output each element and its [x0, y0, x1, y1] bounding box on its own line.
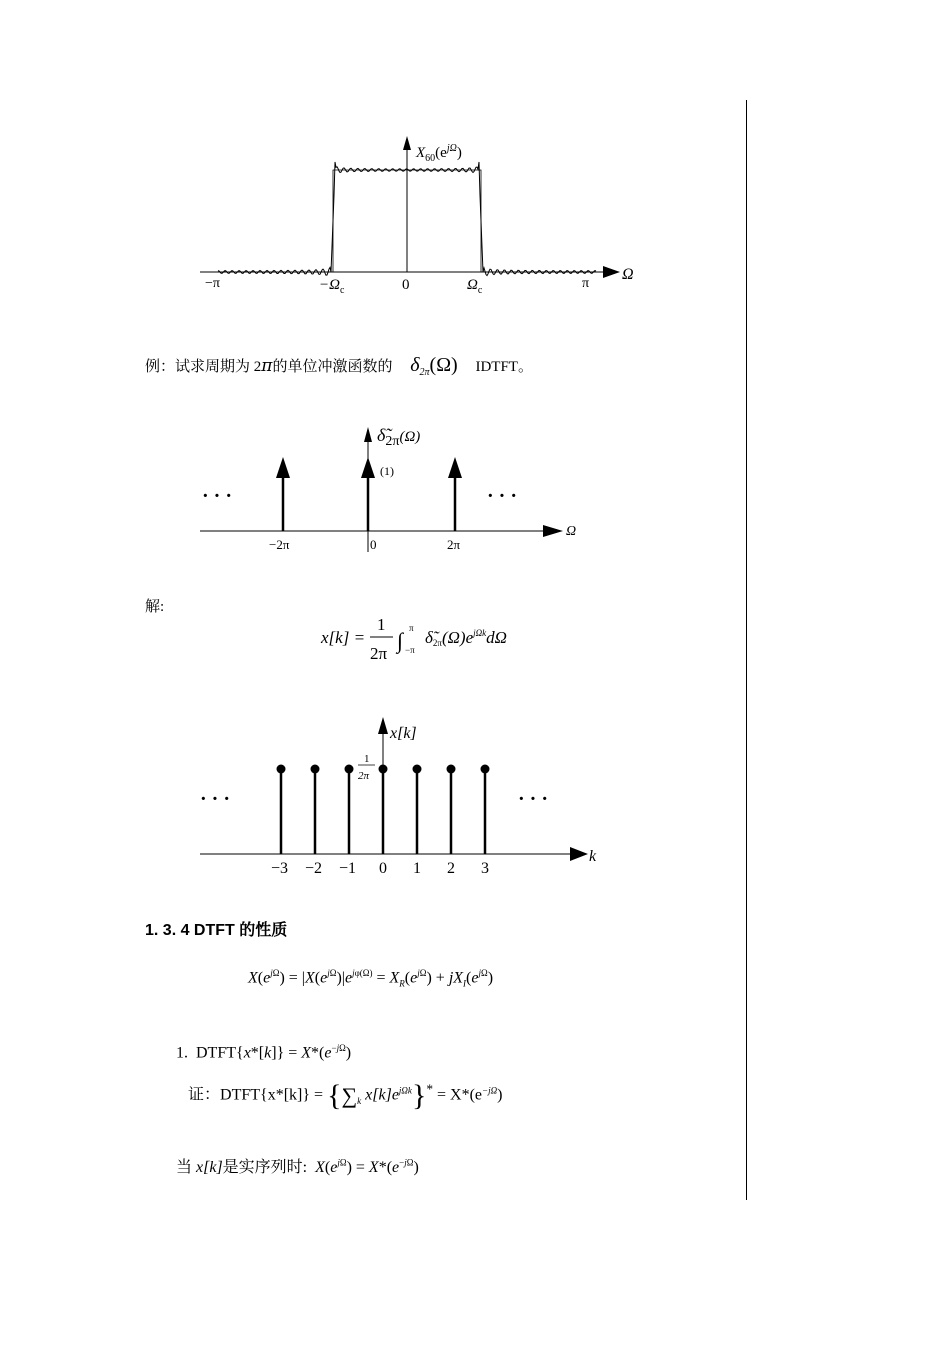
fig1-tick-neg-omega-c: $-\Omega_c$: [319, 277, 345, 296]
fig1-ylabel: $X_{60}(e^{j\Omega})$: [416, 143, 462, 164]
fig3-ylabel: x[k]: [390, 725, 417, 742]
example-statement: 例：试求周期为 2π的单位冲激函数的 $\delta_{2\pi}(\Omega)$ IDTFT。: [145, 354, 533, 378]
fig2-dots-left: · · ·: [202, 485, 233, 507]
fig3-stem-dot: [481, 765, 490, 774]
integral-sign-icon: ∫: [397, 628, 404, 653]
fig3-stem-dot: [277, 765, 286, 774]
fig1-xlabel: Ω: [622, 266, 634, 283]
fig3-dots-left: · · ·: [200, 788, 231, 810]
fig2-tick-zero: 0: [370, 537, 377, 552]
property1-statement: 1. DTFT{x*[k]} = $X*(e^{-j\Omega})$: [176, 1043, 352, 1062]
real-sequence-case: 当 x[k]是实序列时: $X(e^{j\Omega}) = X*(e^{-j\Omega})$: [176, 1157, 419, 1176]
fig2-dots-right: · · ·: [487, 485, 518, 507]
fig3-stem-dot: [311, 765, 320, 774]
fig3-stem-dot: [345, 765, 354, 774]
solution-frac-num: 1: [377, 615, 386, 634]
fig3-tick-label: 0: [379, 860, 387, 877]
solution-label: 解:: [145, 599, 165, 615]
fig3-height-num: 1: [364, 753, 370, 765]
fig3-tick-label: −3: [271, 860, 289, 877]
fig2-tick-2pi: 2π: [447, 537, 461, 552]
fig3-tick-label: 2: [447, 860, 455, 877]
fig3-tick-label: 1: [413, 860, 421, 877]
section-title: 1. 3. 4 DTFT 的性质: [145, 922, 288, 939]
fig1-tick-neg-pi: −π: [205, 276, 220, 291]
fig3-x-arrow-icon: [570, 847, 588, 861]
solution-int-lower: −π: [405, 645, 415, 655]
fig3-tick-label: −1: [339, 860, 357, 877]
eq-polar-form: $X(e^{j\Omega}) = |X(e^{j\Omega})|e^{j\varphi(\Omega)} = X_R(e^{j\Omega}) + jX_I(e^{j\Omega})$: [248, 968, 494, 989]
fig3-y-arrow-icon: [378, 717, 388, 734]
solution-frac-den: 2π: [370, 644, 388, 663]
fig2-tick-neg-2pi: −2π: [269, 537, 290, 552]
fig2-ylabel: $\deltã_{2\pi}^{(\Omega)}$: [377, 425, 421, 449]
solution-lhs: x[k] =: [321, 628, 366, 647]
solution-integrand: $\deltã2\pi(\Omega)e^{j\Omega k}d\Omega$: [425, 628, 507, 648]
fig3-height-den: 2π: [358, 770, 370, 782]
property1-proof: 证：DTFT{x*[k]} = {$\sum_k$ $x[k]e^{j\Omega k}\}^* = X*(e^{-j\Omega})$: [188, 1079, 503, 1112]
fig1-tick-pi: π: [582, 276, 590, 291]
fig2-xlabel: Ω: [566, 524, 577, 539]
fig2-impulse-label: (1): [380, 464, 394, 478]
solution-int-upper: π: [409, 623, 414, 633]
fig1-tick-omega-c: $\Omega_c$: [467, 277, 483, 296]
fig3-tick-label: 3: [481, 860, 489, 877]
fig3-stem-dot: [447, 765, 456, 774]
fig3-stem-dot: [379, 765, 388, 774]
fig3-dots-right: · · ·: [518, 788, 549, 810]
fig3-tick-label: −2: [305, 860, 323, 877]
fig3-xlabel: k: [589, 848, 597, 865]
fig1-tick-zero: 0: [402, 277, 410, 293]
fig3-stem-dot: [413, 765, 422, 774]
